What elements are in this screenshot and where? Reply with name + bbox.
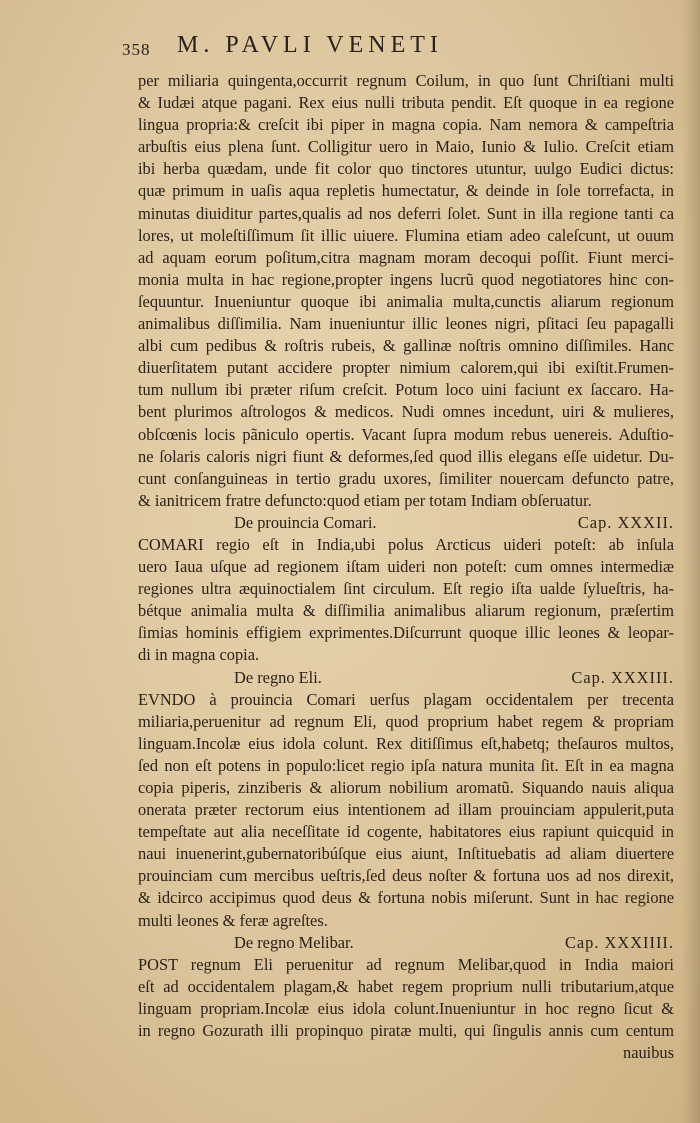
chapter-title: De regno Eli.	[234, 667, 322, 687]
text-line: tum nullum ibi præter riſum creſcit. Potum loco uini faciunt ex ſaccaro. Ha-	[138, 380, 674, 400]
catchword: nauibus	[623, 1043, 674, 1063]
text-line: eſt ad occidentalem plagam,& habet regem proprium nulli tributarium,atque	[138, 976, 674, 996]
text-line: animalibus diſſimilia. Nam inueniuntur illic leones nigri, pſitaci ſeu papagalli	[138, 314, 674, 334]
text-line: ſed non eſt potens in populo:licet regio ipſa natura munita ſit. Eſt in ea magna	[138, 755, 674, 775]
text-line: lingua propria:& creſcit ibi piper in magna copia. Nam nemora & campeſtria	[138, 115, 674, 135]
running-head: M. PAVLI VENETI	[177, 32, 443, 58]
text-line: arbuſtis eius plena ſunt. Colligitur uero in Maio, Iunio & Iulio. Creſcit etiam	[138, 137, 674, 157]
page-number: 358	[122, 40, 151, 59]
text-line: diuerſitatem putant accidere propter nimium calorem,qui ibi exiſtit.Frumen-	[138, 358, 674, 378]
body-text	[138, 70, 674, 1064]
text-line: & Iudæi atque pagani. Rex eius nulli tributa pendit. Eſt quoque in ea regione	[138, 93, 674, 113]
text-line: regiones ultra æquinoctialem ſint circulum. Eſt regio iſta ualde ſylueſtris, ha-	[138, 579, 674, 599]
text-line: COMARI regio eſt in India,ubi polus Arcticus uideri poteſt: ab inſula	[138, 534, 674, 554]
text-line: cunt conſanguineas in tertio gradu uxores, ſimiliter nouercam defuncto patre,	[138, 468, 674, 488]
chapter-heading	[138, 512, 674, 534]
text-line: bétque animalia multa & diſſimilia animalibus aliarum regionum, præſertim	[138, 601, 674, 621]
chapter-number: Cap. XXXII.	[577, 512, 674, 532]
text-line: di in magna copia.	[138, 645, 260, 665]
text-line: miliaria,peruenitur ad regnum Eli, quod proprium habet regem & propriam	[138, 711, 674, 731]
text-line: monia multa in hac regione,propter ingens lucrũ quod negotiatores hinc con-	[138, 269, 674, 289]
chapter-number: Cap. XXXIIII.	[564, 932, 674, 952]
text-line: tempeſtate aut alia neceſſitate id cogente, habitatores eius rapiunt quicquid in	[138, 822, 674, 842]
text-line: prouinciam cum mercibus ueſtris,ſed deus noſter & fortuna uos ad nos direxit,	[138, 866, 674, 886]
text-line: lores, ut moleſtiſſimum ſit illic uiuere. Flumina etiam adeo caleſcunt, ut ouum	[138, 225, 674, 245]
text-line: obſcœnis locis pãniculo opertis. Vacant ſupra modum rebus uenereis. Aduſtio-	[138, 424, 674, 444]
text-line: per miliaria quingenta,occurrit regnum Coilum, in quo ſunt Chriſtiani multi	[138, 71, 674, 90]
text-line: quæ primum in uaſis aqua repletis humectatur, & deinde in ſole torrefacta, in	[138, 181, 674, 201]
text-line: onerata præter rectorum eius intentionem ad illam prouinciam appulerit,puta	[138, 800, 674, 820]
text-line: linguam propriam.Incolæ eius idola colunt.Inueniuntur in hoc regno ſicut &	[138, 998, 674, 1018]
chapter-title: De regno Melibar.	[234, 932, 354, 952]
chapter-heading	[138, 932, 674, 954]
text-line: & idcirco accipimus quod deus & fortuna nobis miſerunt. Sunt in hac regione	[138, 888, 674, 908]
text-line: albi cum pedibus & roſtris rubeis, & gallinæ noſtris omnino diſſimiles. Hanc	[138, 336, 674, 356]
text-line: ne ſolaris caloris nigri fiunt & deformes,ſed quod illis elegans eſſe uidetur. Du-	[138, 446, 674, 466]
text-line: POST regnum Eli peruenitur ad regnum Melibar,quod in India maiori	[138, 954, 674, 974]
text-line: multi leones & feræ agreſtes.	[138, 910, 328, 930]
text-line: ſimias hominis effigiem exprimentes.Diſcurrunt quoque illic leones & leopar-	[138, 623, 674, 643]
chapter-heading	[138, 667, 674, 689]
text-line: ſequuntur. Inueniuntur quoque ibi animalia multa,cunctis aliarum regionum	[138, 291, 674, 311]
text-line: bent plurimos aſtrologos & medicos. Nudi omnes incedunt, uiri & mulieres,	[138, 402, 674, 422]
text-line: linguam.Incolæ eius idola colunt. Rex ditiſſimus eſt,habetq; theſauros multos,	[138, 733, 674, 753]
text-line: uero Iaua uſque ad regionem iſtam uideri non poteſt: cum omnes intermediæ	[138, 557, 674, 577]
page-header	[122, 30, 682, 64]
text-line: ibi herba quædam, unde fit color quo tinctores utuntur, uulgo Eudici dictus:	[138, 159, 674, 179]
text-line: EVNDO à prouincia Comari uerſus plagam occidentalem per trecenta	[138, 689, 674, 709]
chapter-title: De prouincia Comari.	[234, 512, 377, 532]
text-line: minutas diuiditur partes,qualis ad nos deferri ſolet. Sunt in illa regione tanti ca	[138, 203, 674, 223]
chapter-number: Cap. XXXIII.	[571, 667, 674, 687]
page-gutter-shadow	[682, 0, 700, 1123]
text-line: naui inuenerint,gubernatoribúſque eius aiunt, Inſtituebatis ad aliam diuertere	[138, 844, 674, 864]
text-line: in regno Gozurath illi propinquo piratæ multi, qui ſingulis annis cum centum	[138, 1021, 674, 1041]
text-line: copia piperis, zinziberis & aliorum nobilium aromatũ. Siquando nauis aliqua	[138, 778, 674, 797]
text-line: ad aquam eorum poſitum,citra magnam moram decoqui poſſit. Fiunt merci-	[138, 247, 674, 267]
text-line: & ianitricem fratre defuncto:quod etiam per totam Indiam obſeruatur.	[138, 490, 592, 510]
